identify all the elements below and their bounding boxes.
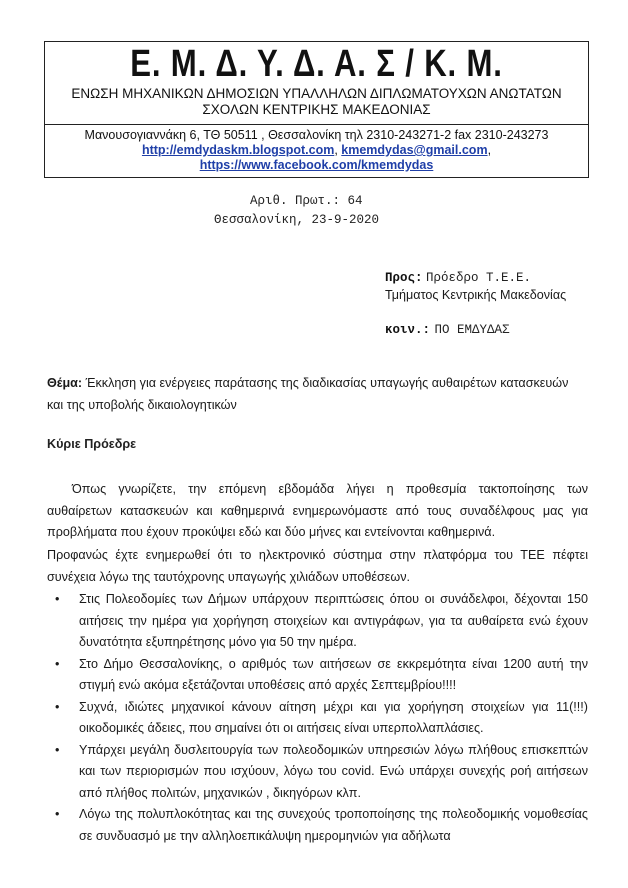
subject-line1: Έκκληση για ενέργειες παράτασης της διαδικασίας υπαγωγής αυθαιρέτων κατασκευών bbox=[82, 376, 569, 390]
issues-list bbox=[47, 589, 588, 847]
link-separator: , bbox=[334, 143, 342, 157]
bullet-icon: • bbox=[55, 699, 60, 714]
cc-label: κοιν.: bbox=[385, 323, 431, 337]
contact-links-line bbox=[44, 143, 589, 158]
recipient-cc bbox=[385, 320, 509, 338]
recipient-to-line2: Τμήματος Κεντρικής Μακεδονίας bbox=[385, 288, 567, 302]
list-item-text: Υπάρχει μεγάλη δυσλειτουργία των πολεοδομικών υπηρεσιών λόγω πλήθους επισκεπτών και των περιορισμών που ισχύουν, λόγω του covid. Ενώ υπάρχει συνεχής ροή αιτήσεων από πλήθος πολιτών, μηχανικών , δικηγόρων κλπ. bbox=[79, 742, 588, 800]
paragraph-1 bbox=[47, 479, 588, 544]
p1-line3: προβλήματα που έχουν προκύψει εδώ και δύο μήνες και εντείνονται καθημερινά. bbox=[47, 525, 496, 539]
bullet-icon: • bbox=[55, 592, 60, 606]
p1-line1: Όπως γνωρίζετε, την επόμενη εβδομάδα λήγει η προθεσμία τακτοποίησης των bbox=[72, 482, 588, 496]
p1-line2: αυθαίρετων κατασκευών και καθημερινά ενημερωνόμαστε από τους συναδέλφους μας για bbox=[47, 503, 588, 518]
list-item-text: Συχνά, ιδιώτες μηχανικοί κάνουν αίτηση μέχρι και για χορήγηση στοιχείων για 11(!!!) οικοδομικές άδειες, που σημαίνει ότι οι αιτήσεις είναι υπερπολλαπλάσιες. bbox=[79, 699, 588, 735]
salutation: Κύριε Πρόεδρε bbox=[47, 437, 137, 451]
subject-label: Θέμα: bbox=[47, 376, 83, 390]
subject-line2: και της υποβολής δικαιολογητικών bbox=[47, 397, 237, 412]
p2-line1: Προφανώς έχτε ενημερωθεί ότι το ηλεκτρονικό σύστημα στην πλατφόρμα του ΤΕΕ πέφτει bbox=[47, 548, 588, 562]
protocol-number: Αριθ. Πρωτ.: 64 bbox=[250, 194, 363, 208]
facebook-line bbox=[44, 158, 589, 173]
subject bbox=[47, 373, 592, 416]
trailing-comma: , bbox=[487, 143, 492, 157]
address-line: Μανουσογιαννάκη 6, ΤΘ 50511 , Θεσσαλονίκη τηλ 2310-243271-2 fax 2310-243273 bbox=[84, 128, 549, 142]
email-link[interactable]: kmemdydas@gmail.com bbox=[341, 143, 488, 157]
union-logo-text: Ε. Μ. Δ. Υ. Δ. Α. Σ / Κ. Μ. bbox=[130, 43, 503, 85]
blog-link[interactable]: http://emdydaskm.blogspot.com bbox=[141, 143, 335, 157]
list-item bbox=[47, 740, 588, 805]
bullet-icon: • bbox=[55, 656, 60, 671]
bullet-icon: • bbox=[55, 742, 60, 757]
list-item bbox=[47, 804, 588, 847]
list-item-text: Στο Δήμο Θεσσαλονίκης, ο αριθμός των αιτήσεων σε εκκρεμότητα είναι 1200 αυτή την στιγμή ενώ ακόμα εξετάζονται υποθέσεις από αρχές Σεπτεμβρίου!!!! bbox=[79, 656, 588, 692]
org-name-line2: ΣΧΟΛΩΝ ΚΕΝΤΡΙΚΗΣ ΜΑΚΕΔΟΝΙΑΣ bbox=[202, 102, 431, 117]
list-item bbox=[47, 697, 588, 740]
org-name-line1: ΕΝΩΣΗ ΜΗΧΑΝΙΚΩΝ ΔΗΜΟΣΙΩΝ ΥΠΑΛΛΗΛΩΝ ΔΙΠΛΩΜΑΤΟΥΧΩΝ ΑΝΩΤΑΤΩΝ bbox=[71, 86, 562, 101]
list-item-text: Λόγω της πολυπλοκότητας και της συνεχούς τροποποίησης της πολεοδομικής νομοθεσίας σε συνδυασμό με την αλληλοεπικάλυψη ημερομηνιών για αδήλωτα bbox=[79, 807, 588, 843]
list-item bbox=[47, 589, 588, 654]
list-item-text: Στις Πολεοδομίες των Δήμων υπάρχουν περιπτώσεις όπου οι συνάδελφοι, δέχονται 150 αιτήσεις την ημέρα για χορήγηση στοιχείων και αντιγράφων, για τα αυθαίρετα ενώ έχουν δυνατότητα εξυπηρέτησης μόνο για 50 την ημέρα. bbox=[79, 592, 588, 649]
facebook-link[interactable]: https://www.facebook.com/kmemdydas bbox=[199, 158, 434, 172]
letterhead-divider bbox=[44, 124, 589, 125]
recipient-to bbox=[385, 270, 531, 285]
to-value: Πρόεδρο Τ.Ε.Ε. bbox=[426, 271, 532, 285]
bullet-icon: • bbox=[55, 807, 60, 821]
list-item bbox=[47, 654, 588, 697]
place-date: Θεσσαλονίκη, 23-9-2020 bbox=[214, 213, 380, 227]
cc-value: ΠΟ ΕΜΔΥΔΑΣ bbox=[434, 323, 510, 337]
paragraph-2 bbox=[47, 545, 588, 588]
to-label: Προς: bbox=[385, 271, 423, 285]
p2-line2: συνέχεια λόγω της ταυτόχρονης υπαγωγής χιλιάδων υποθέσεων. bbox=[47, 569, 411, 584]
